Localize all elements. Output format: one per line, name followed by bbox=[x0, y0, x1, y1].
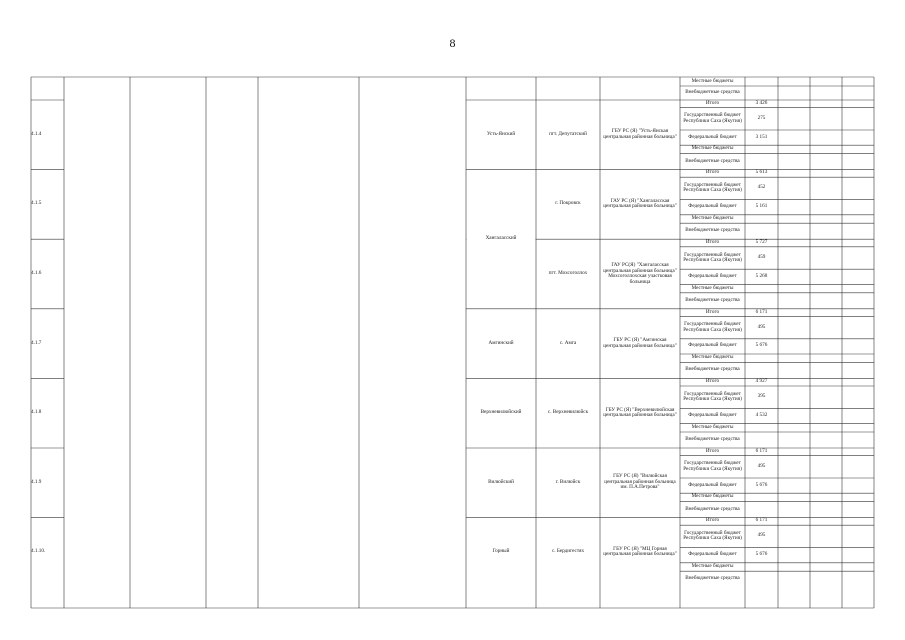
funding-state-value: 275 bbox=[757, 114, 766, 121]
funding-total-label: Итого bbox=[705, 308, 720, 315]
funding-total-label: Итого bbox=[705, 169, 720, 176]
funding-total-label: Итого bbox=[705, 517, 720, 524]
funding-federal-label: Федеральный бюджет bbox=[688, 133, 737, 140]
funding-local-label: Местные бюджеты bbox=[691, 284, 734, 291]
district-name: Амгинский bbox=[488, 339, 514, 346]
funding-federal-value: 5 676 bbox=[755, 342, 768, 349]
funding-local-label: Местные бюджеты bbox=[691, 493, 734, 500]
funding-state-label: Государственный бюджет Республики Саха (Якутия) bbox=[683, 390, 742, 403]
funding-state-value: 495 bbox=[757, 532, 766, 539]
funding-offbudget-label: Внебюджетные средства bbox=[685, 89, 740, 95]
locality-name: г. Вилюйск bbox=[555, 478, 581, 485]
district-name: Вилюйский bbox=[488, 478, 514, 485]
organization-name: ГБУ РС (Я) "Усть-Янская центральная районная больница" bbox=[603, 128, 677, 140]
funding-total-value: 6 171 bbox=[755, 447, 768, 454]
district-name: Усть-Янский bbox=[486, 130, 516, 137]
funding-state-value: 452 bbox=[757, 184, 766, 191]
locality-name: пгт. Депутатский bbox=[549, 130, 587, 137]
funding-local-label: Местные бюджеты bbox=[691, 145, 734, 152]
funding-federal-label: Федеральный бюджет bbox=[688, 412, 737, 418]
organization-name: ГБУ РС (Я) "Амгинская центральная районная больница" bbox=[603, 337, 677, 349]
row-number: 4.1.7 bbox=[31, 339, 42, 346]
funding-offbudget-label: Внебюджетные средства bbox=[685, 366, 740, 373]
funding-federal-value: 5 161 bbox=[755, 203, 768, 210]
funding-federal-value: 5 676 bbox=[755, 551, 768, 558]
row-number: 4.1.10. bbox=[31, 548, 46, 555]
funding-local-label: Местные бюджеты bbox=[691, 563, 734, 569]
row-number: 4.1.6 bbox=[31, 270, 42, 276]
funding-total-value: 5 727 bbox=[755, 239, 768, 245]
funding-total-value: 3 426 bbox=[755, 99, 768, 106]
district-name: Верхневилюйский bbox=[480, 409, 522, 416]
funding-total-label: Итого bbox=[705, 447, 720, 454]
funding-total-value: 4 927 bbox=[755, 378, 768, 385]
funding-local-label: Местные бюджеты bbox=[691, 77, 734, 84]
funding-offbudget-label: Внебюджетные средства bbox=[685, 505, 740, 512]
organization-name: ГАУ РС (Я) "Хангаласская центральная районная больница" bbox=[603, 197, 677, 210]
funding-state-label: Государственный бюджет Республики Саха (Якутия) bbox=[683, 181, 742, 194]
funding-federal-value: 5 268 bbox=[755, 272, 768, 279]
funding-state-label: Государственный бюджет Республики Саха (Якутия) bbox=[683, 529, 742, 542]
funding-state-label: Государственный бюджет Республики Саха (Якутия) bbox=[683, 321, 742, 333]
funding-total-value: 5 613 bbox=[755, 169, 768, 176]
funding-offbudget-label: Внебюджетные средства bbox=[685, 157, 740, 164]
organization-name: ГАУ РС(Я) "Хангаласская центральная районная больница" Мохсоголлохская участковая больница bbox=[603, 262, 677, 285]
funding-total-label: Итого bbox=[705, 378, 720, 385]
funding-total-label: Итого bbox=[705, 239, 720, 245]
locality-name: с. Амга bbox=[559, 339, 577, 346]
locality-name: с. Бердигестях bbox=[551, 548, 585, 555]
funding-total-value: 6 171 bbox=[755, 517, 768, 524]
funding-offbudget-label: Внебюджетные средства bbox=[685, 575, 740, 582]
funding-total-label: Итого bbox=[705, 99, 720, 106]
district-name: Горный bbox=[492, 548, 510, 555]
funding-federal-label: Федеральный бюджет bbox=[688, 551, 737, 558]
funding-local-label: Местные бюджеты bbox=[691, 423, 734, 430]
funding-offbudget-label: Внебюджетные средства bbox=[685, 227, 740, 234]
locality-name: пгт. Мохсоголлох bbox=[548, 270, 588, 276]
funding-state-label: Государственный бюджет Республики Саха (Якутия) bbox=[683, 251, 742, 264]
funding-federal-value: 5 676 bbox=[755, 481, 768, 488]
funding-federal-label: Федеральный бюджет bbox=[688, 481, 737, 488]
row-number: 4.1.9 bbox=[31, 478, 42, 485]
funding-federal-value: 4 532 bbox=[755, 412, 768, 418]
funding-offbudget-label: Внебюджетные средства bbox=[685, 296, 740, 303]
organization-name: ГБУ РС (Я) "МЦ Горная центральная районная больница" bbox=[603, 545, 677, 558]
organization-name: ГБУ РС (Я) "Верхневилюйская центральная районная больница" bbox=[603, 406, 677, 419]
locality-name: г. Покровск bbox=[555, 200, 581, 207]
row-number: 4.1.5 bbox=[31, 200, 42, 207]
funding-local-label: Местные бюджеты bbox=[691, 354, 734, 361]
locality-name: с. Верхневилюйск bbox=[547, 409, 589, 416]
funding-state-value: 459 bbox=[757, 254, 766, 260]
funding-total-value: 6 171 bbox=[755, 308, 768, 315]
row-number: 4.1.4 bbox=[31, 130, 42, 137]
organization-name: ГБУ РС (Я) "Вилюйская центральная районная больница им. П.А.Петрова" bbox=[604, 473, 676, 491]
funding-federal-label: Федеральный бюджет bbox=[688, 203, 737, 210]
row-number: 4.1.8 bbox=[31, 409, 42, 416]
funding-federal-label: Федеральный бюджет bbox=[688, 272, 737, 279]
funding-state-label: Государственный бюджет Республики Саха (Якутия) bbox=[683, 112, 742, 124]
funding-local-label: Местные бюджеты bbox=[691, 215, 734, 221]
funding-state-value: 495 bbox=[757, 462, 766, 469]
funding-state-label: Государственный бюджет Республики Саха (Якутия) bbox=[683, 460, 742, 472]
funding-offbudget-label: Внебюджетные средства bbox=[685, 436, 740, 442]
funding-federal-label: Федеральный бюджет bbox=[688, 342, 737, 349]
funding-state-value: 495 bbox=[757, 323, 766, 330]
funding-state-value: 395 bbox=[757, 393, 766, 400]
funding-federal-value: 3 151 bbox=[755, 133, 768, 140]
district-name: Хангаласский bbox=[485, 235, 517, 242]
page-number: 8 bbox=[449, 36, 456, 50]
